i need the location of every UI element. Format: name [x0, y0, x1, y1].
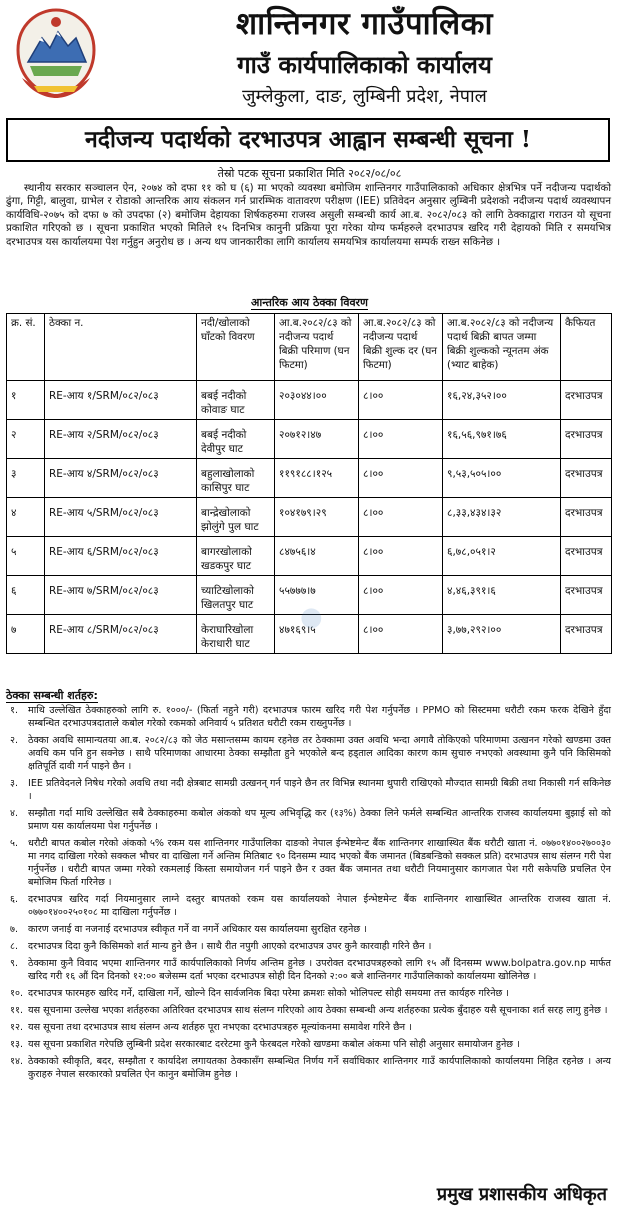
table-cell: १६,२४,३५२।०० [443, 381, 561, 420]
condition-text: माथि उल्लेखित ठेक्काहरुको लागि रु. १०००/- (फिर्ता नहुने गरी) दरभाउपत्र फारम खरिद गरी पेश गर्नुपर्नेछ । PPMO को सिस्टममा धरौटी रकम फरक देखिने हुँदा सम्बन्धित दरभाउपत्रदाताले कबोल गरेको रकमको अनिवार्य ५ प्रतिशत धरौटी रकम राख्नुपर्नेछ । [28, 705, 611, 729]
condition-text: यस सूचनामा उल्लेख भएका शर्तहरुका अतिरिक्त दरभाउपत्र साथ संलग्न गरिएको आय ठेक्का सम्बन्धी अन्य शर्तहरुका प्रत्येक बुँदाहरु यसै सूचनाका शर्त सरह लागु हुनेछ । [28, 1005, 608, 1016]
table-cell: RE-आय ८/SRM/०८२/०८३ [45, 615, 197, 654]
condition-number: १२. [10, 1022, 24, 1033]
condition-text: ठेक्का अवधि सामान्यतया आ.ब. २०८२/८३ को जेठ मसान्तसम्म कायम रहनेछ तर ठेक्कामा उक्त अवधि भन्दा अगावै तोकिएको परिमाणमा उत्खनन गरेको खण्डमा उक्त अवधि कम पनि हुन सक्नेछ । साथै परिमाणका आधारमा ठेक्का सम्झौता हुने भएकोले बन्द हड्ताल आदिका कारण काम सुचारु नभएको अवस्थामा कुनै पनि किसिमको क्षतिपूर्ति दावी गर्न पाइने छैन । [28, 735, 611, 772]
table-cell: च्याटिखोलाको खिलतपुर घाट [197, 576, 275, 615]
nepal-government-emblem-icon [8, 4, 104, 102]
table-cell: दरभाउपत्र [561, 459, 612, 498]
condition-text: यस सूचना प्रकाशित गरेपछि लुम्बिनी प्रदेश सरकारबाट दररेटमा कुनै फेरबदल गरेको खण्डमा कबोल अंकमा पनि सोही अनुसार समायोजन हुनेछ । [28, 1039, 520, 1050]
condition-number: ११. [10, 1005, 24, 1016]
table-cell: RE-आय १/SRM/०८२/०८३ [45, 381, 197, 420]
conditions-list [6, 704, 611, 1085]
condition-number: ७. [10, 924, 19, 935]
table-cell: केराघारिखोला केराधारी घाट [197, 615, 275, 654]
table-cell: ८,३३,४३४।३२ [443, 498, 561, 537]
table-cell: १६,५६,९७१।७६ [443, 420, 561, 459]
condition-number: २. [10, 735, 19, 746]
condition-number: ८. [10, 941, 19, 952]
intro-paragraph: स्थानीय सरकार सञ्चालन ऐन, २०७४ को दफा ११ को घ (६) मा भएको व्यवस्था बमोजिम शान्तिनगर गाउँपालिकाको अधिकार क्षेत्रभित्र पर्ने नदीजन्य पदार्थको ढुंगा, गिट्टी, बालुवा, ग्राभेल र रोडाको आन्तरिक आय संकलन गर्न प्रारम्भिक वातावरण परीक्षण (IEE) प्रतिवेदन अनुसार लुम्बिनी प्रदेशको नदीजन्य पदार्थ व्यवस्थापन कार्यविधि-२०७५ को दफा ७ को उपदफा (२) बमोजिम देहायका शिर्षकहरुमा राजस्व असुली सम्बन्धी कार्य आ.ब. २०८२/०८३ को लागि ठेक्काद्वारा गराउन यो सूचना प्रकाशित गरिएको छ । सूचना प्रकाशित भएको मितिले १५ दिनभित्र कानुनी प्रक्रिया पूरा गरेका योग्य फर्महरुले दरभाउपत्र खरिद गरी देहायको मिति र समयभित्र दरभाउपत्र यस कार्यालयमा पेश गर्नुहुन अनुरोध छ । अन्य थप जानकारीका लागि कार्यालय समयभित्र कार्यालयमा सम्पर्क राख्न सकिनेछ । [6, 183, 611, 248]
table-title [0, 295, 619, 310]
condition-text: धरौटी बापत कबोल गरेको अंकको ५% रकम यस शान्तिनगर गाउँपालिका दाङको नेपाल ईन्भेष्टमेन्ट बैंक शान्तिनगर शाखास्थित बैंक धरौटी खाता नं. ०७७०१४००२७००३० मा नगद दाखिला गरेको सक्कल भौचर वा दाखिला गर्ने अन्तिम मितिबाट ९० दिनसम्म म्याद भएको बैंक जमानत (बिडबन्डिको सक्कल प्रति) दरभाउपत्र साथ संलग्न गरी पेश गर्नुपर्नेछ । धरौटी बापत जम्मा गरेको रकमलाई किस्ता समायोजन गर्न पाइने छैन र उक्त बैंक जमानत तथा धरौटी नियमानुसार कागजात पेश गरी सकेपछि प्रचलित ऐन बमोजिम फिर्ता गरिनेछ । [28, 838, 611, 888]
table-cell: १०४१७९।२९ [275, 498, 359, 537]
table-cell: ७ [7, 615, 45, 654]
table-cell: ८।०० [359, 381, 443, 420]
condition-item [6, 940, 611, 953]
table-cell: ८।०० [359, 420, 443, 459]
publication-date: तेस्रो पटक सूचना प्रकाशित मिति २०८२/०८/०८ [217, 167, 402, 180]
table-cell: ४७१६९।५ [275, 615, 359, 654]
condition-text: ठेक्काको स्वीकृति, बदर, सम्झौता र कार्यादेश लगायतका ठेक्कासँग सम्बन्धित निर्णय गर्ने सर्वाधिकार शान्तिनगर गाउँ कार्यपालिकाको कार्यालयमा निहित रहनेछ । अन्य कुराहरु नेपाल सरकारको प्रचलित ऐन कानुन बमोजिम हुनेछ । [28, 1056, 611, 1080]
header [0, 0, 619, 112]
table-cell: ४,४६,३९१।६ [443, 576, 561, 615]
header-cell: क्र. सं. [7, 314, 45, 381]
condition-item [6, 807, 611, 833]
condition-item [6, 893, 611, 919]
table-cell: दरभाउपत्र [561, 498, 612, 537]
table-cell: ५५७७७।७ [275, 576, 359, 615]
office-name: गाउँ कार्यपालिकाको कार्यालय [237, 50, 492, 79]
table-cell: २ [7, 420, 45, 459]
table-row [7, 420, 612, 459]
table-cell: ८।०० [359, 537, 443, 576]
table-row [7, 381, 612, 420]
header-cell: ठेक्का न. [45, 314, 197, 381]
table-cell: दरभाउपत्र [561, 381, 612, 420]
condition-number: १०. [10, 988, 24, 999]
condition-item [6, 734, 611, 773]
table-cell: ८।०० [359, 576, 443, 615]
condition-text: ठेक्कामा कुनै विवाद भएमा शान्तिनगर गाउँ कार्यपालिकाको निर्णय अन्तिम हुनेछ । उपरोक्त दरभाउपत्रहरुको लागि १५ औं दिनसम्म www.bolpatra.gov.np मार्फत खरिद गरी १६ औं दिन दिनको १२:०० बजेसम्म दर्ता भएका दरभाउपत्र सोही दिन दिनको २:०० बजे शान्तिनगर गाउँपालिकाको कार्यालयमा खोलिनेछ । [28, 958, 611, 982]
condition-item [6, 1021, 611, 1034]
table-cell: ६ [7, 576, 45, 615]
condition-item [6, 987, 611, 1000]
condition-text: दरभाउपत्र खरिद गर्दा नियमानुसार लाग्ने दस्तुर बापतको रकम यस कार्यालयको नेपाल ईन्भेष्टमेन्ट बैंक शान्तिनगर शाखास्थित आन्तरिक राजस्व खाता नं. ०७७०१४००२५०१०८ मा दाखिला गर्नुपर्नेछ । [28, 894, 611, 918]
table-cell: दरभाउपत्र [561, 420, 612, 459]
header-cell: नदी/खोलाको घाँटको विवरण [197, 314, 275, 381]
condition-text: IEE प्रतिवेदनले निषेध गरेको अवधि तथा नदी क्षेत्रबाट सामग्री उत्खनन् गर्न पाइने छैन तर विभिन्न स्थानमा थुपारी राखिएको मौज्दात सामग्री बिक्री तथा निकासी गर्न सकिनेछ । [28, 778, 611, 802]
table-cell: ६,७८,०५१।२ [443, 537, 561, 576]
condition-text: यस सूचना तथा दरभाउपत्र साथ संलग्न अन्य शर्तहरु पूरा नभएका दरभाउपत्रहरु मूल्यांकनमा समावेश गरिने छैन । [28, 1022, 412, 1033]
table-cell: RE-आय ७/SRM/०८२/०८३ [45, 576, 197, 615]
table-cell: बागरखोलाको खडकपुर घाट [197, 537, 275, 576]
header-cell: आ.ब.२०८२/८३ को नदीजन्य पदार्थ बिक्री शुल्क दर (घन फिटमा) [359, 314, 443, 381]
table-cell: ८।०० [359, 615, 443, 654]
condition-number: १. [10, 705, 19, 716]
table-cell: RE-आय ५/SRM/०८२/०८३ [45, 498, 197, 537]
table-cell: ५ [7, 537, 45, 576]
condition-number: १४. [10, 1056, 24, 1067]
table-cell: १ [7, 381, 45, 420]
table-row [7, 537, 612, 576]
table-cell: २०७१२।४७ [275, 420, 359, 459]
condition-text: कारण जनाई वा नजनाई दरभाउपत्र स्वीकृत गर्ने वा नगर्ने अधिकार यस कार्यालयमा सुरक्षित रहनेछ । [28, 924, 367, 935]
table-cell: बहुलाखोलाको कासिपुर घाट [197, 459, 275, 498]
table-cell: ११९१८८।१२५ [275, 459, 359, 498]
condition-number: १३. [10, 1039, 24, 1050]
table-cell: RE-आय ६/SRM/०८२/०८३ [45, 537, 197, 576]
watermark: ● [300, 602, 323, 632]
table-cell: बबई नदीको कोवाङ घाट [197, 381, 275, 420]
signature: प्रमुख प्रशासकीय अधिकृत [436, 1184, 607, 1205]
condition-number: ५. [10, 838, 19, 849]
condition-item [6, 704, 611, 730]
table-header-row [7, 314, 612, 381]
condition-item [6, 1055, 611, 1081]
condition-number: ६. [10, 894, 19, 905]
conditions-title-text: ठेक्का सम्बन्धी शर्तहरु: [6, 689, 98, 702]
condition-item [6, 1004, 611, 1017]
condition-text: सम्झौता गर्दा माथि उल्लेखित सबै ठेक्काहरुमा कबोल अंकको थप मूल्य अभिवृद्धि कर (१३%) ठेक्का लिने फर्मले सम्बन्धित आन्तरिक राजस्व कार्यालयमा बुझाई सो को प्रमाण यस कार्यालयमा पेश गर्नुपर्नेछ । [28, 808, 611, 832]
table-cell: ८।०० [359, 498, 443, 537]
condition-item [6, 957, 611, 983]
condition-text: दरभाउपत्र फारमहरु खरिद गर्ने, दाखिला गर्ने, खोल्ने दिन सार्वजनिक बिदा परेमा क्रमशः सोको भोलिपल्ट सोही समयमा तत्त कार्यहरु गरिनेछ । [28, 988, 509, 999]
condition-text: दरभाउपत्र दिदा कुनै किसिमको शर्त मान्य हुने छैन । साथै रीत नपुगी आएको दरभाउपत्र उपर कुनै कारवाही गरिने छैन । [28, 941, 432, 952]
table-cell: ४ [7, 498, 45, 537]
table-row [7, 459, 612, 498]
table-cell: बबई नदीको देवीपुर घाट [197, 420, 275, 459]
header-cell: कैफियत [561, 314, 612, 381]
condition-number: ३. [10, 778, 19, 789]
table-cell: २०३०४४।०० [275, 381, 359, 420]
table-cell: ९,५३,५०५।०० [443, 459, 561, 498]
table-cell: दरभाउपत्र [561, 537, 612, 576]
table-cell: बान्द्रेखोलाको झोलुंगे पुल घाट [197, 498, 275, 537]
conditions-title [6, 688, 98, 703]
table-cell: ८४७५६।४ [275, 537, 359, 576]
table-row [7, 498, 612, 537]
table-cell: दरभाउपत्र [561, 576, 612, 615]
condition-item [6, 837, 611, 889]
notice-title: नदीजन्य पदार्थको दरभाउपत्र आह्वान सम्बन्धी सूचना ! [6, 118, 610, 162]
table-cell: ३ [7, 459, 45, 498]
condition-item [6, 923, 611, 936]
address: जुम्लेकुला, दाङ, लुम्बिनी प्रदेश, नेपाल [242, 86, 487, 107]
table-cell: ३,७७,२९२।०० [443, 615, 561, 654]
header-cell: आ.ब.२०८२/८३ को नदीजन्य पदार्थ बिक्री परिमाण (घन फिटमा) [275, 314, 359, 381]
condition-item [6, 777, 611, 803]
table-cell: RE-आय ४/SRM/०८२/०८३ [45, 459, 197, 498]
condition-item [6, 1038, 611, 1051]
table-cell: RE-आय २/SRM/०८२/०८३ [45, 420, 197, 459]
table-title-text: आन्तरिक आय ठेक्का विवरण [250, 296, 369, 309]
condition-number: ४. [10, 808, 19, 819]
condition-number: ९. [10, 958, 19, 969]
header-cell: आ.ब.२०८२/८३ को नदीजन्य पदार्थ बिक्री बापत जम्मा बिक्री शुल्कको न्यूनतम अंक (भ्याट बाहेक) [443, 314, 561, 381]
table-cell: ८।०० [359, 459, 443, 498]
org-name: शान्तिनगर गाउँपालिका [236, 6, 493, 42]
table-cell: दरभाउपत्र [561, 615, 612, 654]
